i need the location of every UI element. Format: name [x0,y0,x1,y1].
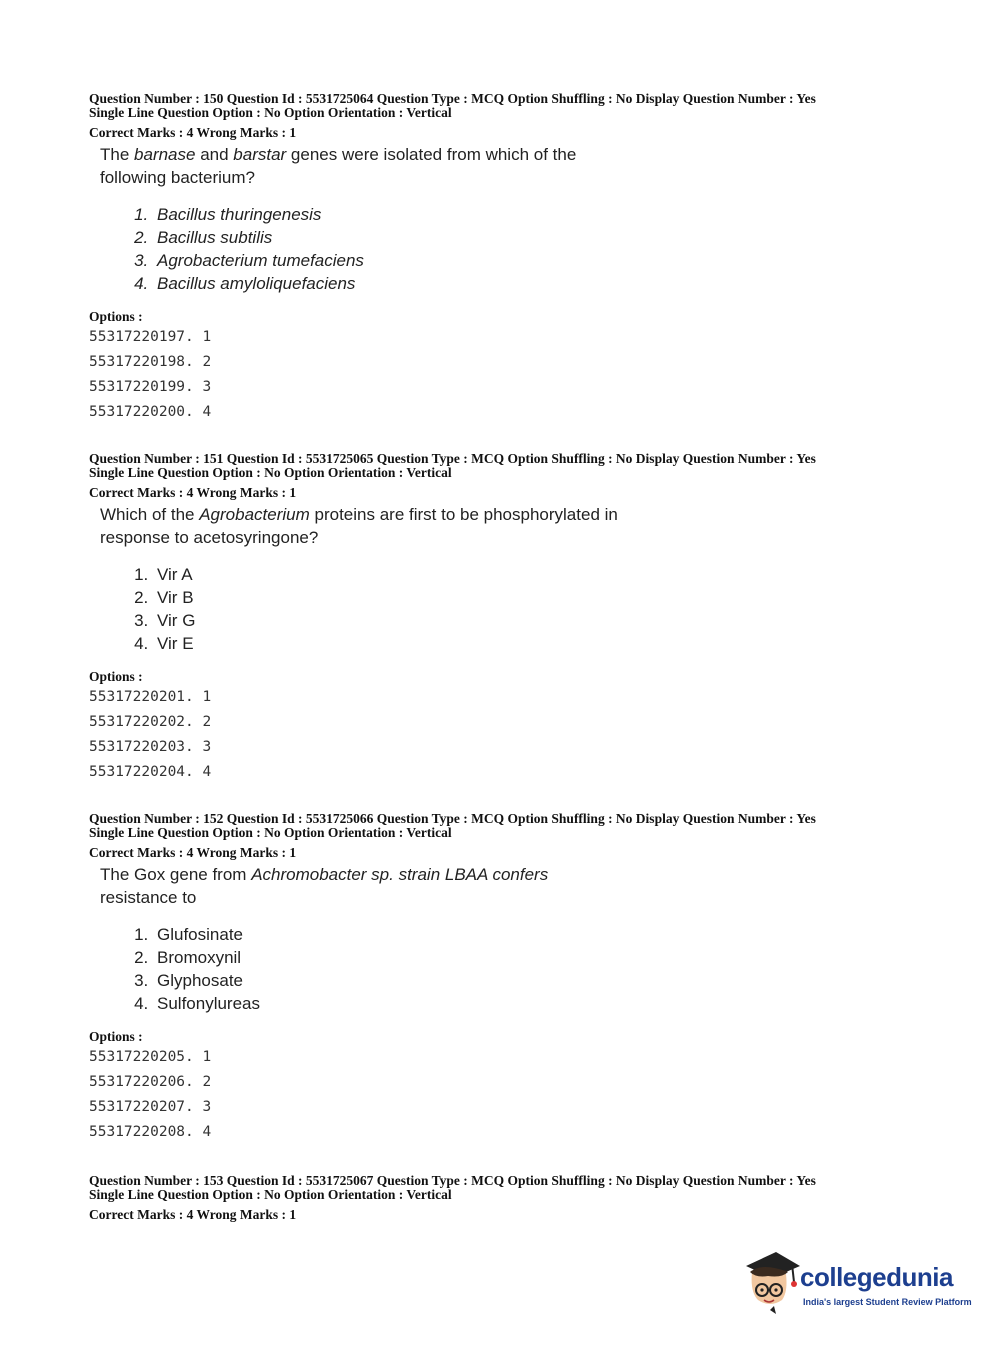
answer-choice: 4. Vir E [153,632,949,655]
answer-choice: 2. Bromoxynil [153,946,949,969]
option-id: 55317220202. 2 [89,714,212,730]
option-id: 55317220200. 4 [89,404,212,420]
question-meta-line: Single Line Question Option : No Option Orientation : Vertical [89,105,452,120]
question-150 [89,92,949,425]
answer-choice: 1. Vir A [153,563,949,586]
question-stem: The barnase and barstar genes were isolated from which of the following bacterium? [100,145,577,187]
option-id: 55317220197. 1 [89,329,212,345]
marks-line: Correct Marks : 4 Wrong Marks : 1 [89,485,297,500]
option-id: 55317220203. 3 [89,739,212,755]
option-id: 55317220204. 4 [89,764,212,780]
question-meta-line: Single Line Question Option : No Option Orientation : Vertical [89,1187,452,1202]
question-stem: Which of the Agrobacterium proteins are first to be phosphorylated in response to acetosyringone? [100,505,618,547]
option-id: 55317220205. 1 [89,1049,212,1065]
question-151 [89,452,949,785]
answer-choice: 4. Bacillus amyloliquefaciens [153,272,949,295]
answer-choice: 1. Bacillus thuringenesis [153,203,949,226]
question-meta-line: Question Number : 151 Question Id : 5531725065 Question Type : MCQ Option Shuffling : No Display Question Number : Yes [89,451,816,466]
answer-choice: 4. Sulfonylureas [153,992,949,1015]
option-id: 55317220207. 3 [89,1099,212,1115]
question-meta-line: Question Number : 152 Question Id : 5531725066 Question Type : MCQ Option Shuffling : No Display Question Number : Yes [89,811,816,826]
answer-choices [89,923,949,1015]
question-meta-line: Single Line Question Option : No Option Orientation : Vertical [89,825,452,840]
option-id: 55317220201. 1 [89,689,212,705]
answer-choices [89,203,949,295]
option-id: 55317220198. 2 [89,354,212,370]
marks-line: Correct Marks : 4 Wrong Marks : 1 [89,845,297,860]
logo-tagline: India's largest Student Review Platform [803,1297,972,1307]
answer-choice: 1. Glufosinate [153,923,949,946]
marks-line: Correct Marks : 4 Wrong Marks : 1 [89,125,297,140]
answer-choices [89,563,949,655]
option-id: 55317220206. 2 [89,1074,212,1090]
question-stem: The Gox gene from Achromobacter sp. strain LBAA confers resistance to [100,865,549,907]
answer-choice: 2. Vir B [153,586,949,609]
marks-line: Correct Marks : 4 Wrong Marks : 1 [89,1207,297,1222]
option-id: 55317220208. 4 [89,1124,212,1140]
collegedunia-logo [742,1248,972,1320]
options-label: Options : [89,309,143,324]
answer-choice: 3. Vir G [153,609,949,632]
question-meta-line: Question Number : 150 Question Id : 5531725064 Question Type : MCQ Option Shuffling : No Display Question Number : Yes [89,91,816,106]
logo-brand-text: collegedunia [800,1262,953,1292]
option-id: 55317220199. 3 [89,379,212,395]
answer-choice: 3. Glyphosate [153,969,949,992]
question-153 [89,1174,949,1222]
mascot-icon [742,1248,802,1320]
answer-choice: 3. Agrobacterium tumefaciens [153,249,949,272]
answer-choice: 2. Bacillus subtilis [153,226,949,249]
question-meta-line: Question Number : 153 Question Id : 5531725067 Question Type : MCQ Option Shuffling : No Display Question Number : Yes [89,1173,816,1188]
options-label: Options : [89,1029,143,1044]
question-meta-line: Single Line Question Option : No Option Orientation : Vertical [89,465,452,480]
options-label: Options : [89,669,143,684]
question-152 [89,812,949,1145]
